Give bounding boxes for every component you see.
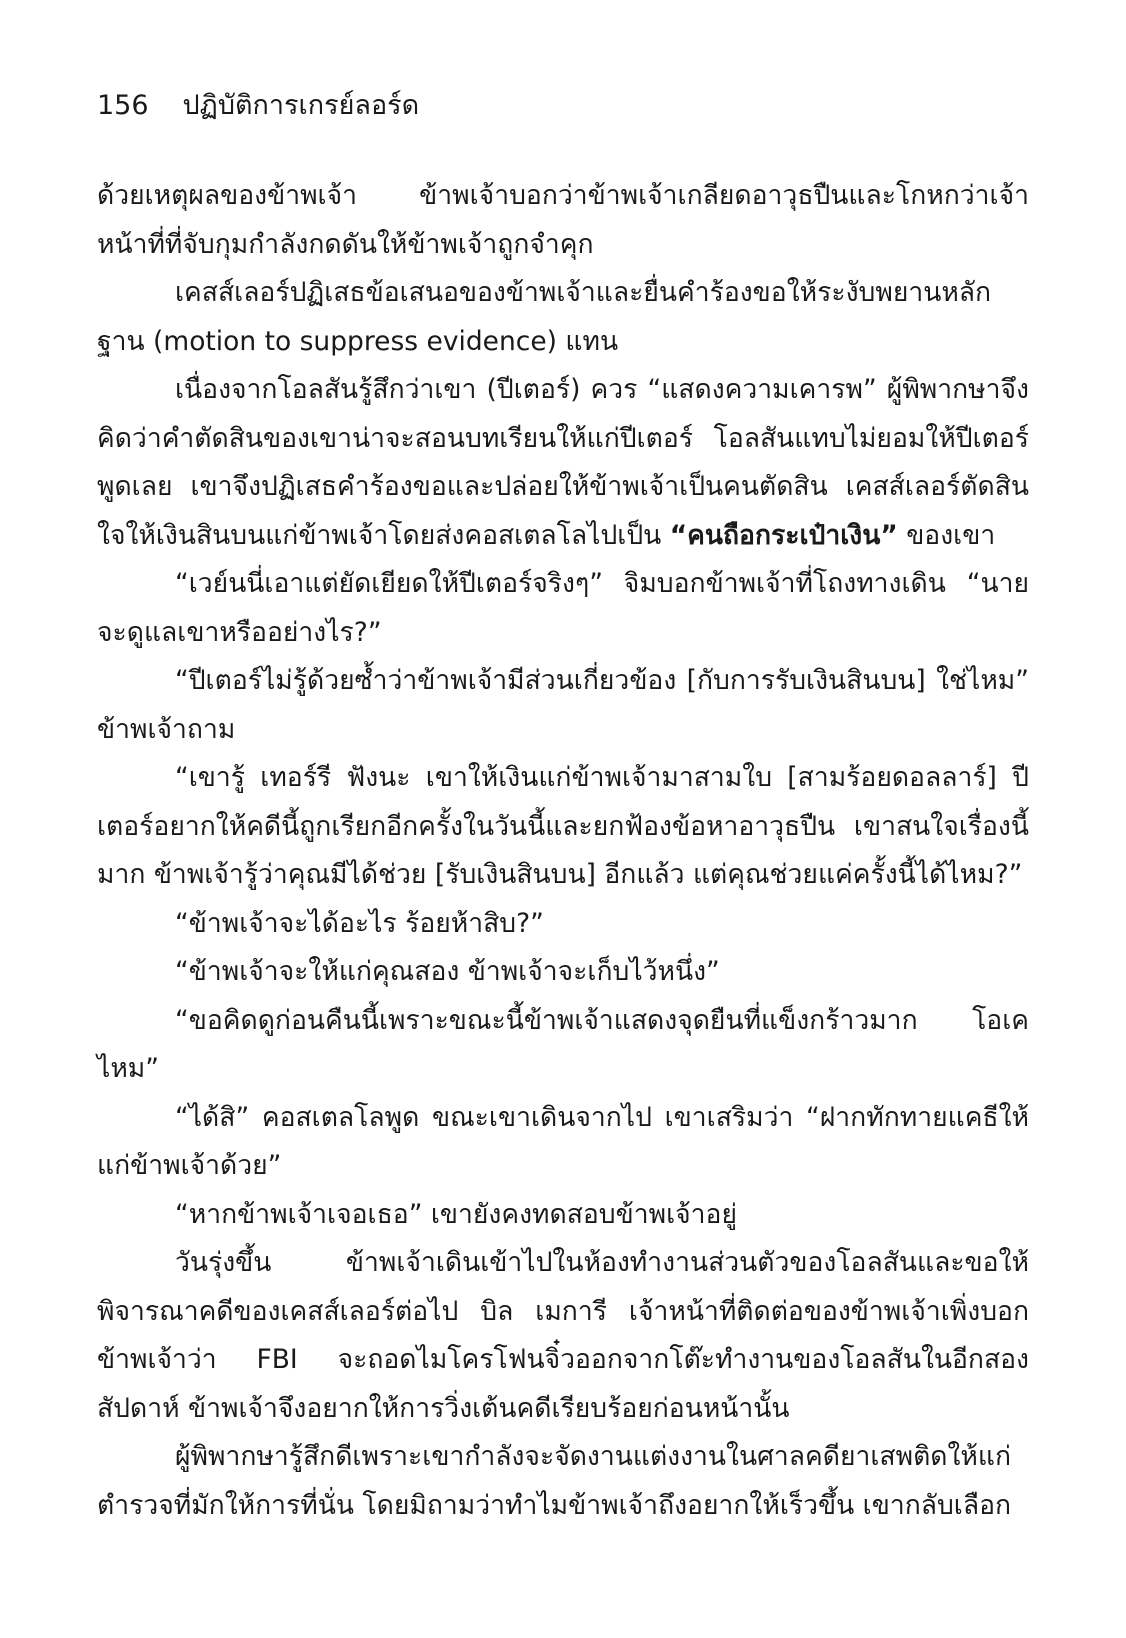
paragraph: “ข้าพเจ้าจะให้แก่คุณสอง ข้าพเจ้าจะเก็บไว้หนึ่ง” [175,956,720,987]
paragraph: “ข้าพเจ้าจะได้อะไร ร้อยห้าสิบ?” [175,907,544,939]
paragraph: วันรุ่งขึ้น ข้าพเจ้าเดินเข้าไปในห้องทำงานส่วนตัวของโอลสันและขอให้พิจารณาคดีของเคสส์เลอร์ต่อไป บิล เมการี เจ้าหน้าที่ติดต่อของข้าพเจ้าเพิ่งบอกข้าพเจ้าว่า FBI จะถอดไมโครโฟนจิ๋วออกจากโต๊ะทำงานของโอลสันในอีกสองสัปดาห์ ข้าพเจ้าจึงอยากให้การวิ่งเต้นคดีเรียบร้อยก่อนหน้านั้น [97,1247,1029,1424]
paragraph: “เขารู้ เทอร์รี ฟังนะ เขาให้เงินแก่ข้าพเจ้ามาสามใบ [สามร้อยดอลลาร์] ปีเตอร์อยากให้คดีนี้ถูกเรียกอีกครั้งในวันนี้และยกฟ้องข้อหาอาวุธปืน เขาสนใจเรื่องนี้มาก ข้าพเจ้ารู้ว่าคุณมีได้ช่วย [รับเงินสินบน] อีกแล้ว แต่คุณช่วยแค่ครั้งนี้ได้ไหม?” [97,762,1029,890]
paragraph: “หากข้าพเจ้าเจอเธอ” เขายังคงทดสอบข้าพเจ้าอยู่ [175,1198,737,1230]
bold-phrase: “คนถือกระเป๋าเงิน” [669,519,898,551]
paragraph: “ปีเตอร์ไม่รู้ด้วยซ้ำว่าข้าพเจ้ามีส่วนเกี่ยวข้อง [กับการรับเงินสินบน] ใช่ไหม” ข้าพเจ้าถาม [97,665,1029,745]
paragraph: ด้วยเหตุผลของข้าพเจ้า ข้าพเจ้าบอกว่าข้าพเจ้าเกลียดอาวุธปืนและโกหกว่าเจ้าหน้าที่ที่จับกุมกำลังกดดันให้ข้าพเจ้าถูกจำคุก [97,180,1029,260]
running-header [97,86,419,126]
book-title: ปฏิบัติการเกรย์ลอร์ด [182,90,420,121]
paragraph: “ได้สิ” คอสเตลโลพูด ขณะเขาเดินจากไป เขาเสริมว่า “ฝากทักทายแคธีให้แก่ข้าพเจ้าด้วย” [97,1101,1029,1181]
paragraph: เคสส์เลอร์ปฏิเสธข้อเสนอของข้าพเจ้าและยื่นคำร้องขอให้ระงับพยานหลักฐาน (motion to suppress evidence) แทน [97,277,992,357]
paragraph [97,366,1029,560]
paragraph: ผู้พิพากษารู้สึกดีเพราะเขากำลังจะจัดงานแต่งงานในศาลคดียาเสพติดให้แก่ตำรวจที่มักให้การที่นั่น โดยมิถามว่าทำไมข้าพเจ้าถึงอยากให้เร็วขึ้น เขากลับเลือก [97,1441,1012,1521]
paragraph: “เวย์นนี่เอาแต่ยัดเยียดให้ปีเตอร์จริงๆ” จิมบอกข้าพเจ้าที่โถงทางเดิน “นายจะดูแลเขาหรืออย่างไร?” [97,568,1029,648]
page-number: 156 [97,90,149,121]
paragraph: “ขอคิดดูก่อนคืนนี้เพราะขณะนี้ข้าพเจ้าแสดงจุดยืนที่แข็งกร้าวมาก โอเคไหม” [97,1004,1029,1084]
paragraph-text: เนื่องจากโอลสันรู้สึกว่าเขา (ปีเตอร์) ควร “แสดงความเคารพ” ผู้พิพากษาจึงคิดว่าคำตัดสินของเขาน่าจะสอนบทเรียนให้แก่ปีเตอร์ โอลสันแทบไม่ยอมให้ปีเตอร์พูดเลย เขาจึงปฏิเสธคำร้องขอและปล่อยให้ข้าพเจ้าเป็นคนตัดสิน เคสส์เลอร์ตัดสินใจให้เงินสินบนแก่ข้าพเจ้าโดยส่งคอสเตลโลไปเป็น [97,374,1029,551]
paragraph-text-after: ของเขา [897,519,996,551]
body-text [97,172,1029,1530]
